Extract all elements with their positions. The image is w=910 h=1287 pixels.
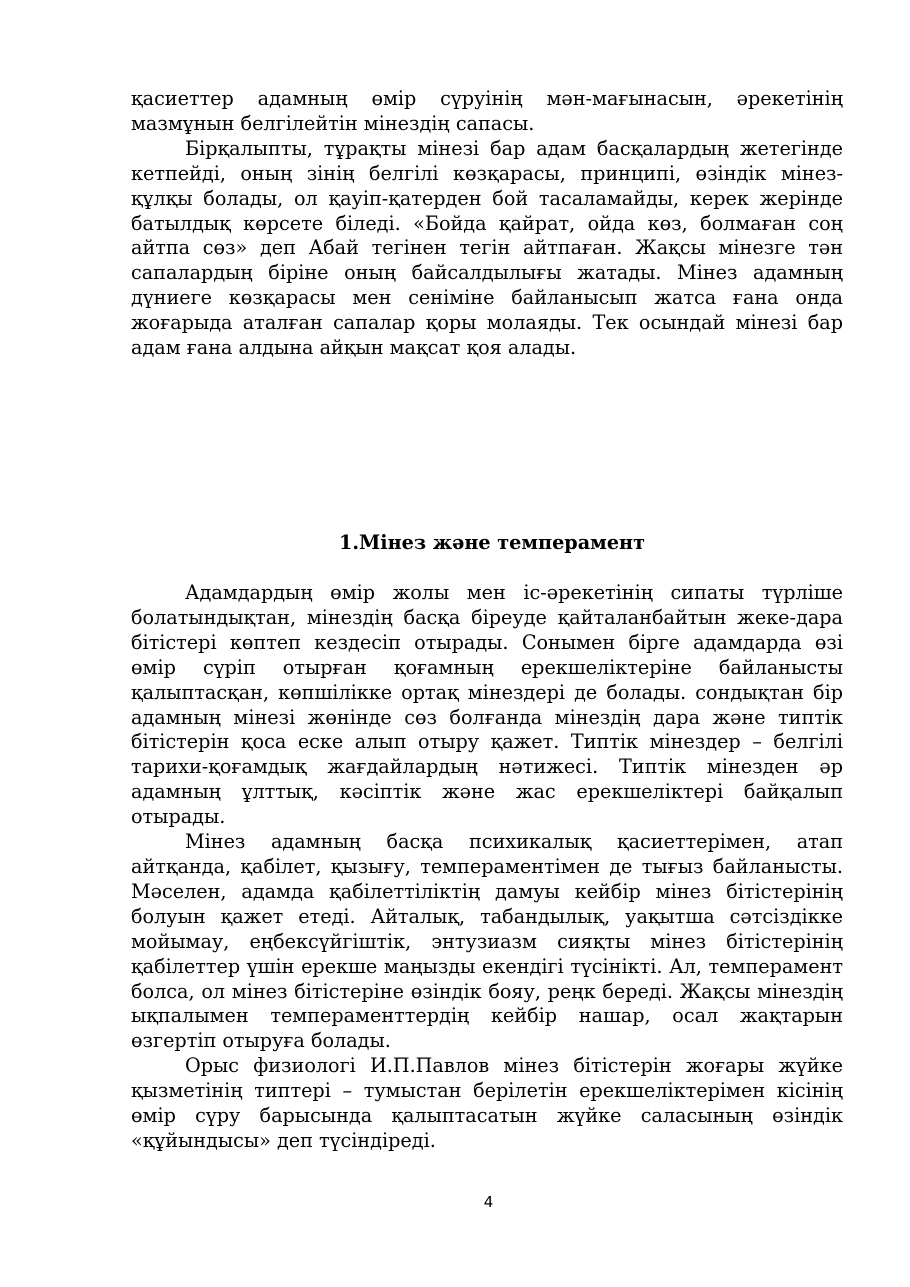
section-heading [131, 530, 843, 555]
section-heading-text: 1.Мінез және темперамент [339, 531, 645, 554]
paragraph: Орыс физиологі И.П.Павлов мінез бітістерін жоғары жүйке қызметінің типтері – тумыстан берілетін ерекшеліктерімен кісінің өмір сүру барысында қалыптасатын жүйке саласының өзіндік «құйындысы» деп түсіндіреді. [131, 1054, 843, 1152]
page-number: 4 [483, 1193, 494, 1211]
intro-text [131, 87, 843, 361]
paragraph: Мінез адамның басқа психикалық қасиеттерімен, атап айтқанда, қабілет, қызығу, темпераментімен де тығыз байланысты. Мәселен, адамда қабілеттіліктің дамуы кейбір мінез бітістерінің болуын қажет етеді. Айталық, табандылық, уақытша сәтсіздікке мойымау, еңбексүйгіштік, энтузиазм сияқты мінез бітістерінің қабілеттер үшін ерекше маңызды екендігі түсінікті. Ал, темперамент болса, ол мінез бітістеріне өзіндік бояу, реңк береді. Жақсы мінездің ықпалымен темпераменттердің кейбір нашар, осал жақтарын өзгертіп отыруға болады. [131, 830, 843, 1053]
paragraph-continued: қасиеттер адамның өмір сүруінің мән-мағынасын, әрекетінің мазмұнын белгілейтін мінездің сапасы. [131, 87, 843, 135]
paragraph: Адамдардың өмір жолы мен іс-әрекетінің сипаты түрліше болатындықтан, мінездің басқа біреуде қайталанбайтын жеке-дара бітістері көптеп кездесіп отырады. Сонымен бірге адамдарда өзі өмір сүріп отырған қоғамның ерекшеліктеріне байланысты қалыптасқан, көпшілікке ортақ мінездері де болады. сондықтан бір адамның мінезі жөнінде сөз болғанда мінездің дара және типтік бітістерін қоса еске алып отыру қажет. Типтік мінездер – белгілі тарихи-қоғамдық жағдайлардың нәтижесі. Типтік мінезден әр адамның ұлттық, кәсіптік және жас ерекшеліктері байқалып отырады. [131, 581, 843, 829]
paragraph: Бірқалыпты, тұрақты мінезі бар адам басқалардың жетегінде кетпейді, оның зінің белгілі көзқарасы, принципі, өзіндік мінез-құлқы болады, ол қауіп-қатерден бой тасаламайды, керек жерінде батылдық көрсете біледі. «Бойда қайрат, ойда көз, болмаған соң айтпа сөз» деп Абай тегінен тегін айтпаған. Жақсы мінезге тән сапалардың біріне оның байсалдылығы жатады. Мінез адамның дүниеге көзқарасы мен сеніміне байланысып жатса ғана онда жоғарыда аталған сапалар қоры молаяды. Тек осындай мінезі бар адам ғана алдына айқын мақсат қоя алады. [131, 136, 843, 360]
section-text [131, 581, 843, 1154]
